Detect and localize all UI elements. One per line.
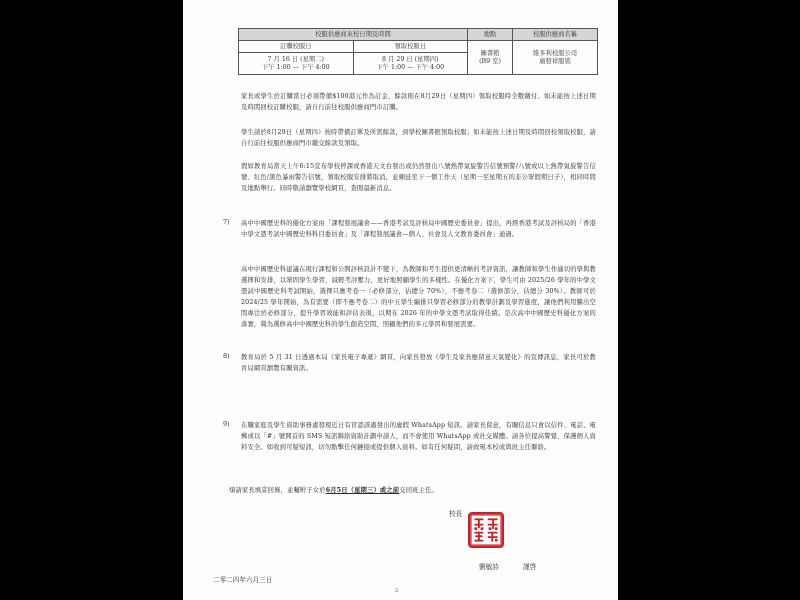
item-8-number: 8) — [223, 352, 230, 360]
item-9-number: 9) — [223, 420, 230, 428]
weather-arrangement-paragraph: 假如教育局當天上午6:15宣布學校停課或香港天文台發出或仍然發出八號熱帶氣旋警告信號預警/八號或以上熱帶氣旋警告信號、紅色/黑色暴雨警告信號，領取校服安排將取消，並順延至下一個工作天（星期一至星期五的非公眾假期日子），相同時間及地點舉行。屆時敬請瀏覽學校網頁，查閱最新消息。 — [241, 163, 596, 192]
header-supplier: 校服供應商名稱 — [513, 29, 598, 41]
supplier-name-2: 廣發祥服裝 — [539, 57, 571, 65]
history-optimisation-paragraph: 高中中國歷史科建議在現行課程和公開評核設計不變下，為教師和考生提供更清晰的考評資訊，讓教師和學生作適切的學與教選擇和安排，以鞏固學生學習，減輕考評壓力，更好地照顧學生的多樣性。在優化方案下，學生可由 2025/26 學年的中學文憑試中國歷史科考試開始，選擇只應考卷一（必修部分，佔總分 70%），不應考卷二（選修部分，佔總分 30%）。教師可於 2024/25 學年開始，為有需要（即不應考卷二）的中五學生編排只學習必修部分的教學計劃及學習進度，讓他們利用騰出空間專注於必修部分，提升學習效能和評估表現，以期在 2026 年的中學文憑考試取得佳績。是次高中中國歷史科優化方案的落實，冀為選修高中中國歷史科的學生創造空間，照顧他們的多元學習和發展需要。 — [241, 266, 596, 328]
order-time: 下午 1:00 — 下午 4:00 — [261, 63, 330, 71]
closing-text-after: 交回班主任。 — [399, 487, 438, 494]
collect-date: 8 月 29 日 (星期四) — [382, 55, 439, 63]
order-date: 7 月 16 日 (星期二) — [267, 55, 324, 63]
location-room: 圖書館 — [480, 49, 500, 57]
header-schedule: 校服供應商來校日期及時間 — [239, 29, 468, 41]
history-endorsement-paragraph: 高中中國歷史科的優化方案由「課程發展議會——香港考試及評核局中國歷史委員會」提出，再經香港考試及評核局的「香港中學文憑考試中國歷史科科目委員會」及「課程發展議會—個人、社會及人文教育委員會」通過。 — [241, 220, 596, 238]
item-7-number: 7) — [223, 218, 230, 226]
principal-seal — [468, 512, 504, 548]
page-number: 2 — [395, 588, 399, 594]
location-cell — [468, 41, 513, 75]
seal-stamp-icon — [470, 514, 502, 546]
letter-date: 二零二四年六月三日 — [213, 576, 273, 584]
return-deadline: 6月5日（星期三）或之前 — [325, 487, 400, 494]
principal-title: 校長 — [449, 510, 463, 518]
weather-notice-paragraph: 教育局於 5 月 31 日透過本局《家長電子專遞》網頁，向家長發放《學生及家長應留意天氣變化》的宣傳訊息，家長可於教育局網頁瀏覽有關資訊。 — [241, 354, 596, 372]
collect-time: 下午 1:00 — 下午 4:00 — [376, 63, 445, 71]
collect-day-label: 領取校服日 — [353, 41, 468, 53]
location-room-number: (B9 室) — [479, 57, 501, 65]
collection-paragraph: 學生請於8月29日（星期四）按時帶備訂單及所需餘款，到學校圖書館領取校服；如未能按上述日期及時間回校領取校服，請自行前往校服供應商門市繳交餘款及領取。 — [241, 129, 596, 147]
header-location: 地點 — [468, 29, 513, 41]
principal-name: 劉敏詩 — [479, 563, 499, 571]
reply-slip-instruction — [229, 485, 599, 496]
closing-text-before: 煩請家長填妥回條，並囑咐子女於 — [229, 487, 326, 494]
order-day-label: 訂購校服日 — [239, 41, 354, 53]
supplier-name-1: 維多利校服公司 — [532, 49, 578, 57]
collect-datetime — [353, 53, 468, 75]
order-datetime — [239, 53, 354, 75]
uniform-schedule-table — [238, 28, 598, 75]
supplier-cell — [513, 41, 598, 75]
document-page — [183, 0, 618, 600]
deposit-paragraph: 家長或學生於訂購當日必須帶備$100港元作為訂金，餘款則在8月29日（星期四）領取校服時全數繳付。如未能按上述日期及時間回校訂購校服，請自行前往校服供應商門市訂購。 — [241, 93, 596, 111]
closing-salutation: 謹啓 — [523, 563, 537, 571]
scam-warning-paragraph: 在職家庭及學生資助事務處發現近日有冒認該處發出的虛假 WhatsApp 短訊。請家長留意，有關信息只會以信件、電話、電郵或以「#」號開首的 SMS 短訊聯絡資助計劃申請人，而不會使用 WhatsApp 或社交媒體。請各位提高警覺，保護個人資料安全。如收到可疑短訊，切勿點擊任何鏈接或提供個人資料。如有任何疑問，請致電本校或與班主任聯絡。 — [241, 422, 596, 451]
